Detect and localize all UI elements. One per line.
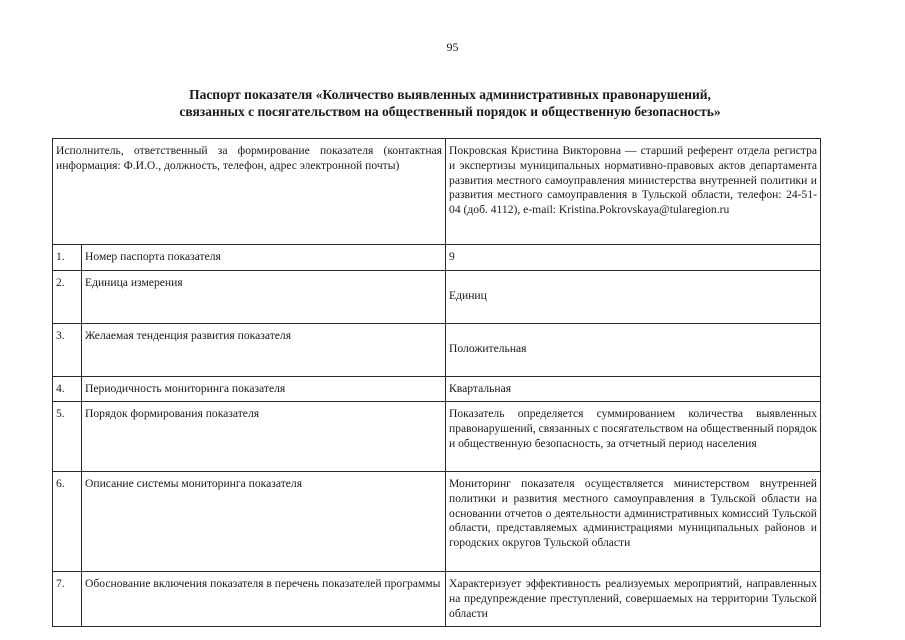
title-line-1: Паспорт показателя «Количество выявленных административных правонарушений, (189, 87, 711, 102)
executor-value: Покровская Кристина Викторовна — старший референт отдела регистра и экспертизы муниципальных нормативно-правовых актов департамента развития местного самоуправления министерства внутренней политики и развития местного самоуправления в Тульской области, телефон: 24-51-04 (доб. 4112), e-mail: Kristina.Pokrovskaya@tularegion.ru (446, 139, 821, 245)
table-row (53, 324, 821, 377)
table-row (53, 377, 821, 402)
document-title (60, 86, 840, 120)
row-value: Показатель определяется суммированием количества выявленных правонарушений, связанных с посягательством на общественный порядок и общественную безопасность, за отчетный период населения (446, 402, 821, 472)
row-label: Единица измерения (82, 271, 446, 324)
row-value: 9 (446, 245, 821, 271)
row-value: Положительная (446, 324, 821, 377)
row-value: Характеризует эффективность реализуемых мероприятий, направленных на предупреждение преступлений, совершаемых на территории Тульской области (446, 572, 821, 627)
row-label: Номер паспорта показателя (82, 245, 446, 271)
row-label: Обоснование включения показателя в перечень показателей программы (82, 572, 446, 627)
row-number: 7. (53, 572, 82, 627)
row-label: Описание системы мониторинга показателя (82, 472, 446, 572)
row-label: Периодичность мониторинга показателя (82, 377, 446, 402)
table-row (53, 472, 821, 572)
table-row (53, 245, 821, 271)
table-row-executor (53, 139, 821, 245)
row-number: 4. (53, 377, 82, 402)
page-number: 95 (446, 40, 459, 54)
row-label: Порядок формирования показателя (82, 402, 446, 472)
row-value: Мониторинг показателя осуществляется министерством внутренней политики и развития местного самоуправления в Тульской области на основании отчетов о деятельности административных комиссий Тульской области, представляемых администрациями муниципальных районов и городских округов Тульской области (446, 472, 821, 572)
row-value: Единиц (446, 271, 821, 324)
row-number: 2. (53, 271, 82, 324)
row-number: 6. (53, 472, 82, 572)
row-number: 3. (53, 324, 82, 377)
table-row (53, 402, 821, 472)
passport-table (52, 138, 821, 627)
executor-label: Исполнитель, ответственный за формирование показателя (контактная информация: Ф.И.О., должность, телефон, адрес электронной почты) (53, 139, 446, 245)
row-value: Квартальная (446, 377, 821, 402)
row-label: Желаемая тенденция развития показателя (82, 324, 446, 377)
table-row (53, 572, 821, 627)
row-number: 1. (53, 245, 82, 271)
table-row (53, 271, 821, 324)
row-number: 5. (53, 402, 82, 472)
title-line-2: связанных с посягательством на общественный порядок и общественную безопасность» (179, 104, 721, 119)
